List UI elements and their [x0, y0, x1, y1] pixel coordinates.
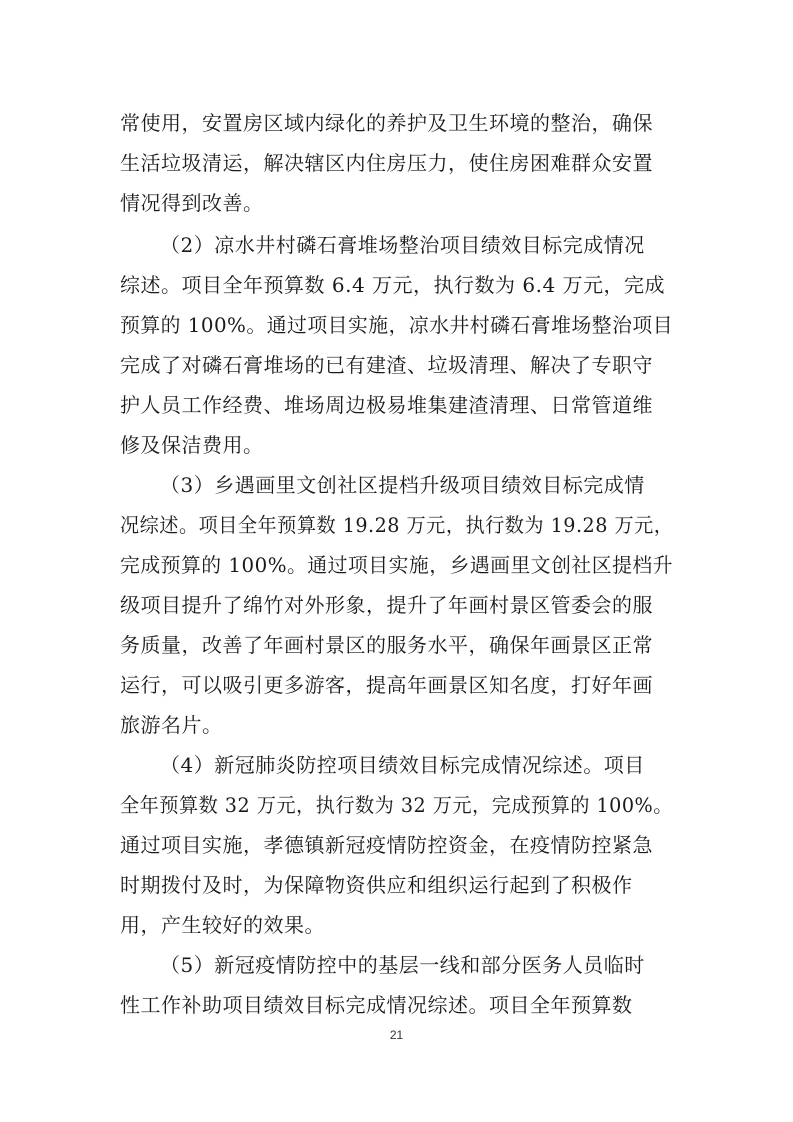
text-line: 时期拨付及时，为保障物资供应和组织运行起到了积极作 [120, 873, 633, 897]
text-line: 全年预算数 32 万元，执行数为 32 万元，完成预算的 100%。 [120, 793, 673, 817]
text-line: 务质量，改善了年画村景区的服务水平，确保年画景区正常 [120, 633, 653, 657]
text-line: 常使用，安置房区域内绿化的养护及卫生环境的整治，确保 [120, 111, 653, 135]
page-number: 21 [389, 1028, 404, 1042]
text-line: 护人员工作经费、堆场周边极易堆集建渣清理、日常管道维 [120, 393, 653, 417]
text-line: 生活垃圾清运，解决辖区内住房压力，使住房困难群众安置 [120, 151, 653, 175]
text-line: 完成了对磷石膏堆场的已有建渣、垃圾清理、解决了专职守 [120, 353, 653, 377]
text-line: 性工作补助项目绩效目标完成情况综述。项目全年预算数 [120, 993, 633, 1017]
text-line: 修及保洁费用。 [120, 433, 264, 457]
text-line: 级项目提升了绵竹对外形象，提升了年画村景区管委会的服 [120, 593, 653, 617]
text-line: 综述。项目全年预算数 6.4 万元，执行数为 6.4 万元，完成 [120, 273, 666, 297]
section-heading-line: （5）新冠疫情防控中的基层一线和部分医务人员临时 [160, 953, 645, 977]
section-heading-line: （4）新冠肺炎防控项目绩效目标完成情况综述。项目 [160, 753, 645, 777]
text-line: 运行，可以吸引更多游客，提高年画景区知名度，打好年画 [120, 673, 653, 697]
text-line: 情况得到改善。 [120, 191, 264, 215]
section-heading-line: （3）乡遇画里文创社区提档升级项目绩效目标完成情 [160, 473, 645, 497]
text-line: 完成预算的 100%。通过项目实施，乡遇画里文创社区提档升 [120, 553, 674, 577]
section-heading-line: （2）凉水井村磷石膏堆场整治项目绩效目标完成情况 [160, 233, 645, 257]
text-line: 用，产生较好的效果。 [120, 913, 325, 937]
text-line: 预算的 100%。通过项目实施，凉水井村磷石膏堆场整治项目 [120, 313, 674, 337]
text-line: 旅游名片。 [120, 713, 223, 737]
text-line: 况综述。项目全年预算数 19.28 万元，执行数为 19.28 万元， [120, 513, 674, 537]
text-line: 通过项目实施，孝德镇新冠疫情防控资金，在疫情防控紧急 [120, 833, 653, 857]
